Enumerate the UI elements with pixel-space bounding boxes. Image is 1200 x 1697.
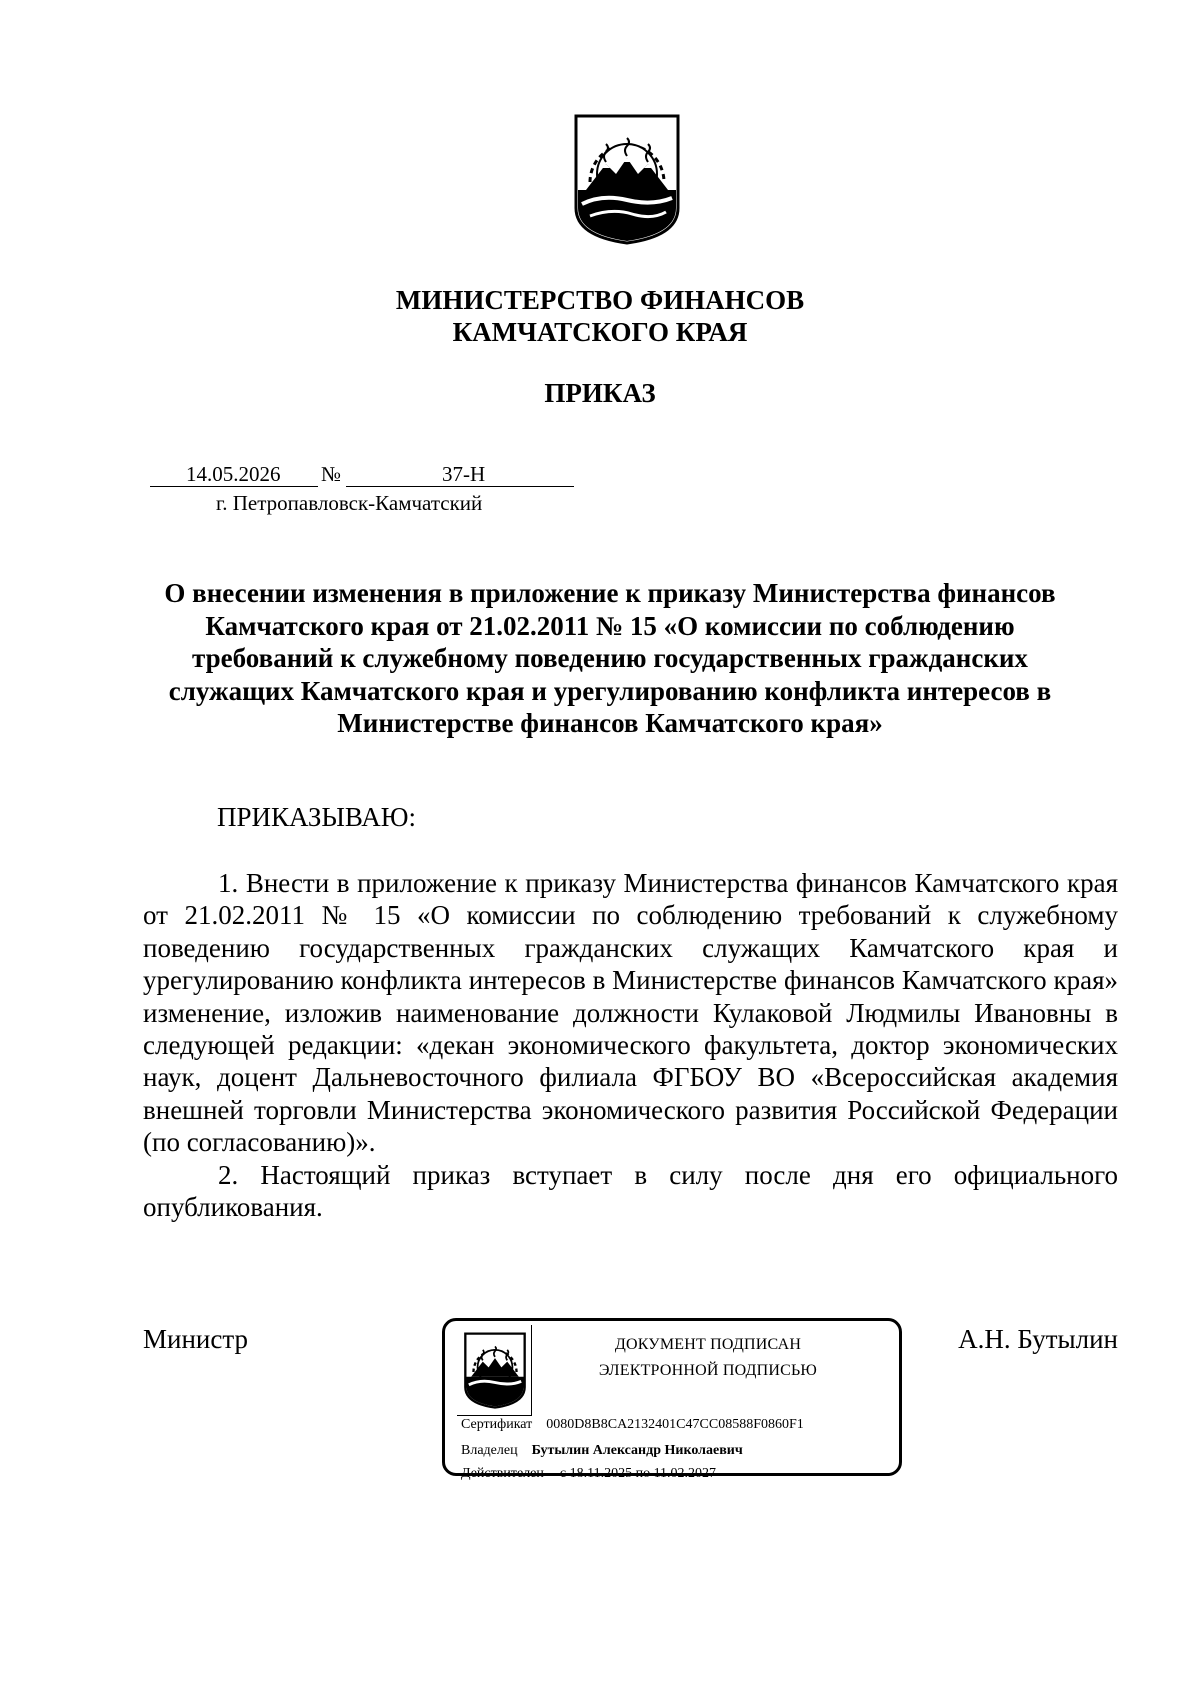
- kamchatka-coat-of-arms-icon: [463, 1331, 527, 1409]
- stamp-certificate-value: 0080D8B8CA2132401C47CC08588F0860F1: [546, 1417, 804, 1432]
- stamp-certificate-row: [461, 1417, 804, 1433]
- stamp-validity-row: [461, 1466, 716, 1482]
- stamp-owner-row: [461, 1443, 743, 1459]
- stamp-owner-value: Бутылин Александр Николаевич: [531, 1443, 743, 1458]
- stamp-owner-label: Владелец: [461, 1443, 518, 1458]
- doc-type-title: ПРИКАЗ: [544, 378, 656, 408]
- stamp-title-line2: ЭЛЕКТРОННОЙ ПОДПИСЬЮ: [598, 1362, 818, 1379]
- ministry-name-line1: МИНИСТЕРСТВО ФИНАНСОВ: [395, 285, 805, 315]
- paragraph-text: 1. Внести в приложение к приказу Министерства финансов Камчатского края от 21.02.2011 № 15 «О комиссии по соблюдению требований к служебному поведению государственных гражданских служащих Камчатского края и урегулированию конфликта интересов в Министерстве финансов Камчатского края» изменение, изложив наименование должности Кулаковой Людмилы Ивановны в следующей редакции: «декан экономического факультета, доктор экономических наук, доцент Дальневосточного филиала ФГБОУ ВО «Всероссийская академия внешней торговли Министерства экономического развития Российской Федерации (по согласованию)».: [143, 868, 1118, 1158]
- order-number: 37-Н: [346, 462, 574, 487]
- paragraph-1: [143, 867, 1118, 1159]
- order-city: г. Петропавловск-Камчатский: [216, 491, 483, 515]
- paragraph-2: [143, 1159, 1118, 1224]
- electronic-signature-stamp: [442, 1318, 902, 1481]
- stamp-validity-label: Действителен: [461, 1466, 544, 1481]
- ministry-name-line2: КАМЧАТСКОГО КРАЯ: [452, 317, 748, 347]
- order-command: ПРИКАЗЫВАЮ:: [217, 802, 416, 832]
- signer-name: А.Н. Бутылин: [958, 1324, 1118, 1354]
- order-number-label: №: [321, 462, 342, 486]
- signer-title: Министр: [143, 1324, 248, 1354]
- order-date: 14.05.2026: [150, 462, 318, 487]
- stamp-validity-value: с 18.11.2025 по 11.02.2027: [559, 1466, 717, 1481]
- stamp-certificate-label: Сертификат: [461, 1417, 533, 1432]
- order-subject: О внесении изменения в приложение к приказу Министерства финансов Камчатского края от 21.02.2011 № 15 «О комиссии по соблюдению требований к служебному поведению государственных гражданских служащих Камчатского края и урегулированию конфликта интересов в Министерстве финансов Камчатского края»: [164, 578, 1056, 739]
- stamp-title-line1: ДОКУМЕНТ ПОДПИСАН: [614, 1336, 802, 1353]
- paragraph-text: 2. Настоящий приказ вступает в силу после дня его официального опубликования.: [143, 1160, 1118, 1223]
- kamchatka-coat-of-arms-icon: [572, 112, 682, 245]
